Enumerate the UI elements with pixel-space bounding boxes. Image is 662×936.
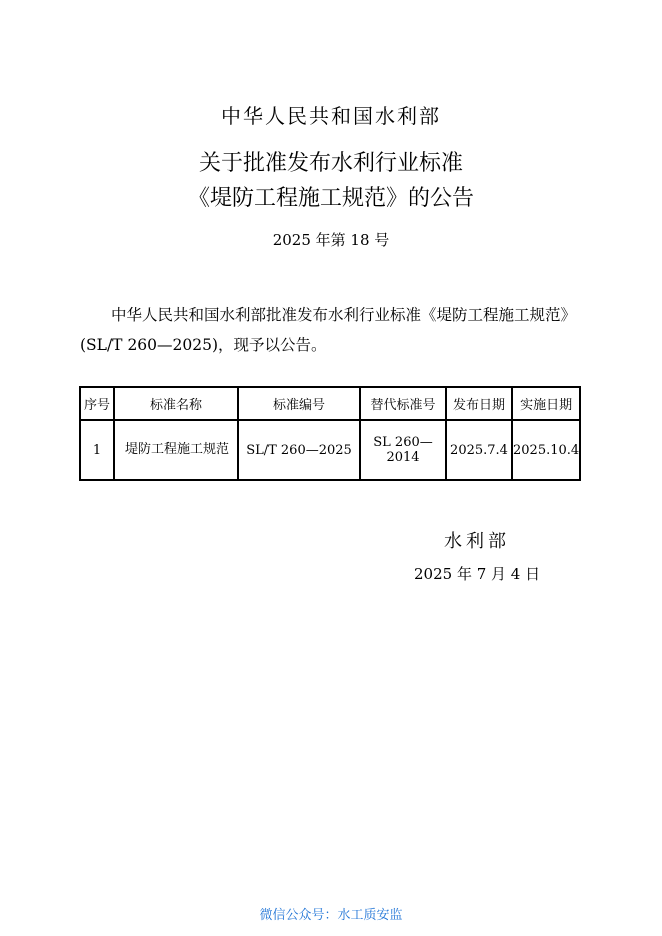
cell-effective-date: 2025.10.4: [512, 420, 580, 480]
col-header-replaced: 替代标准号: [360, 387, 446, 420]
col-header-index: 序号: [80, 387, 114, 420]
standards-table: [79, 386, 581, 481]
document-number: 2025 年第 18 号: [272, 231, 390, 249]
cell-replaced-code: SL 260—2014: [360, 420, 446, 480]
title-line-1: 关于批准发布水利行业标准: [198, 151, 463, 176]
col-header-release-date: 发布日期: [446, 387, 512, 420]
cell-standard-name: 堤防工程施工规范: [114, 420, 238, 480]
cell-release-date: 2025.7.4: [446, 420, 512, 480]
table-row: [80, 420, 580, 480]
table-header-row: [80, 387, 580, 420]
cell-index: 1: [80, 420, 114, 480]
issuer-heading: 中华人民共和国水利部: [221, 104, 441, 128]
signature-name: 水利部: [444, 531, 510, 552]
signature-date: 2025 年 7 月 4 日: [414, 565, 541, 583]
wechat-watermark: 微信公众号：水工质安监: [259, 908, 403, 923]
announcement-paragraph: 中华人民共和国水利部批准发布水利行业标准《堤防工程施工规范》(SL/T 260—2025)，现予以公告。: [80, 306, 577, 354]
col-header-effective-date: 实施日期: [512, 387, 580, 420]
cell-standard-code: SL/T 260—2025: [238, 420, 360, 480]
title-line-2: 《堤防工程施工规范》的公告: [187, 186, 474, 211]
col-header-code: 标准编号: [238, 387, 360, 420]
col-header-name: 标准名称: [114, 387, 238, 420]
